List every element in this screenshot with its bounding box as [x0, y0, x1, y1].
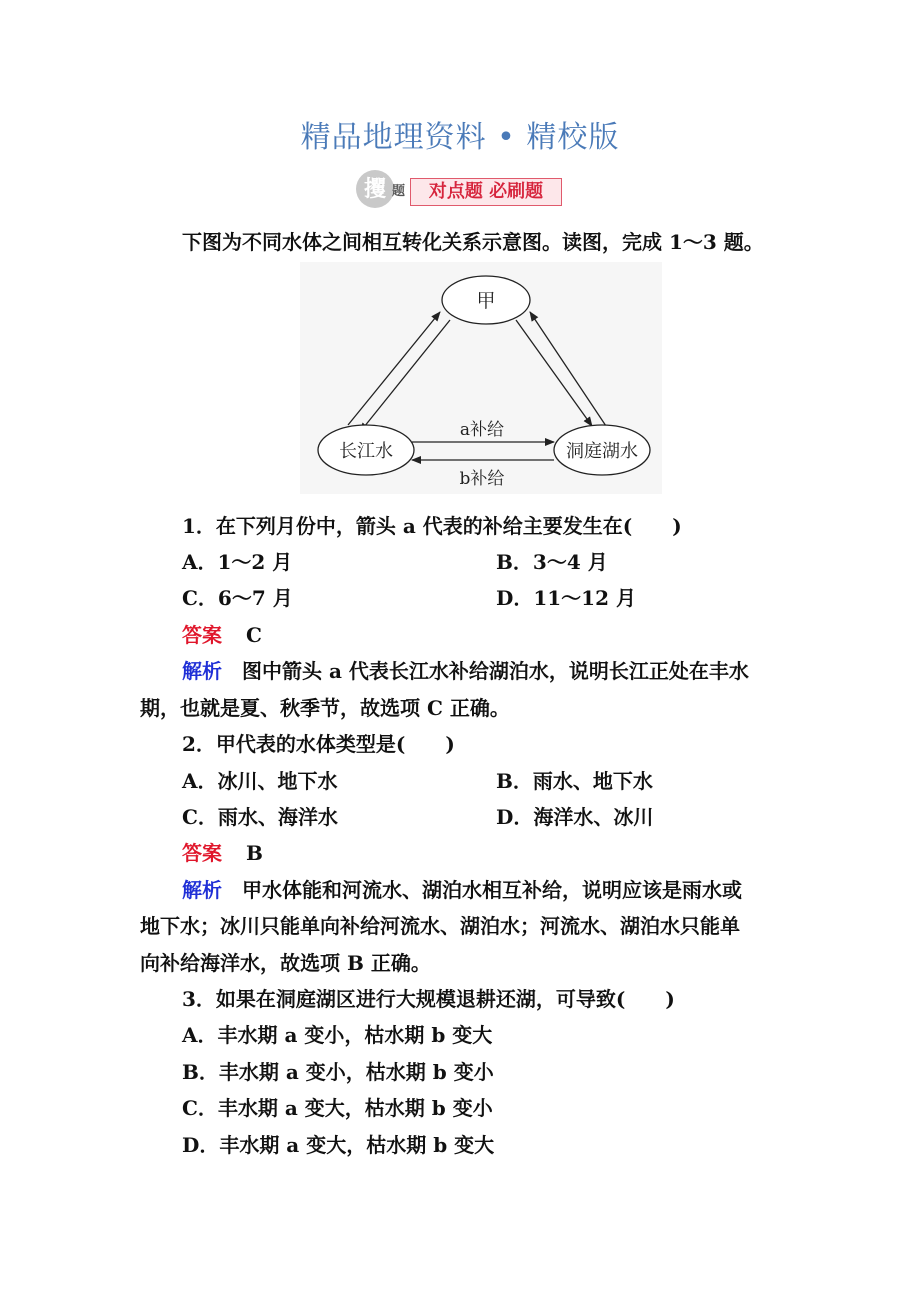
node-changjiang-label: 长江水 [339, 441, 393, 462]
q1-option-b: B．3～4 月 [496, 550, 608, 574]
q2-answer [182, 839, 263, 867]
q2-analysis-line-1: 甲水体能和河流水、湖泊水相互补给，说明应该是雨水或 [242, 878, 742, 902]
q2-stem: 2．甲代表的水体类型是( ) [182, 732, 455, 756]
q2-option-b: B．雨水、地下水 [496, 769, 653, 793]
badge-icon: 攫 [356, 170, 394, 208]
q1-answer [182, 621, 262, 649]
analysis-label: 解析 [182, 659, 222, 683]
q2-option-d: D．海洋水、冰川 [496, 805, 654, 829]
water-cycle-diagram [300, 262, 662, 494]
q1-option-c: C．6～7 月 [182, 586, 293, 610]
badge-small-text: 题 [392, 184, 406, 199]
q3-option-b: B．丰水期 a 变小，枯水期 b 变小 [182, 1060, 494, 1084]
q1-analysis-line-1: 图中箭头 a 代表长江水补给湖泊水，说明长江正处在丰水 [242, 659, 749, 683]
intro-text: 下图为不同水体之间相互转化关系示意图。读图，完成 1～3 题。 [182, 230, 764, 254]
q2-option-c: C．雨水、海洋水 [182, 805, 338, 829]
q2-answer-value: B [246, 841, 263, 865]
section-badge [356, 168, 566, 212]
badge-label: 对点题 必刷题 [410, 178, 562, 206]
q3-option-a: A．丰水期 a 变小，枯水期 b 变大 [182, 1023, 493, 1047]
q2-option-a: A．冰川、地下水 [182, 769, 338, 793]
answer-label: 答案 [182, 623, 222, 647]
q1-option-a: A．1～2 月 [182, 550, 293, 574]
document-title: 精品地理资料 • 精校版 [300, 120, 620, 155]
q3-option-c: C．丰水期 a 变大，枯水期 b 变小 [182, 1096, 493, 1120]
q1-option-d: D．11～12 月 [496, 586, 636, 610]
q1-analysis [182, 657, 749, 685]
q3-option-d: D．丰水期 a 变大，枯水期 b 变大 [182, 1133, 495, 1157]
node-jia-label: 甲 [476, 290, 496, 312]
answer-label: 答案 [182, 841, 222, 865]
q1-answer-value: C [246, 623, 262, 647]
q1-stem: 1．在下列月份中，箭头 a 代表的补给主要发生在( ) [182, 514, 682, 538]
node-dongting-label: 洞庭湖水 [566, 441, 638, 462]
q2-analysis [182, 876, 742, 904]
q2-analysis-line-3: 向补给海洋水，故选项 B 正确。 [140, 951, 431, 975]
arrow-b-label: b补给 [459, 469, 505, 489]
q3-stem: 3．如果在洞庭湖区进行大规模退耕还湖，可导致( ) [182, 987, 675, 1011]
q1-analysis-line-2: 期，也就是夏、秋季节，故选项 C 正确。 [140, 696, 510, 720]
q2-analysis-line-2: 地下水；冰川只能单向补给河流水、湖泊水；河流水、湖泊水只能单 [140, 914, 740, 938]
analysis-label: 解析 [182, 878, 222, 902]
arrow-a-label: a补给 [459, 420, 505, 440]
